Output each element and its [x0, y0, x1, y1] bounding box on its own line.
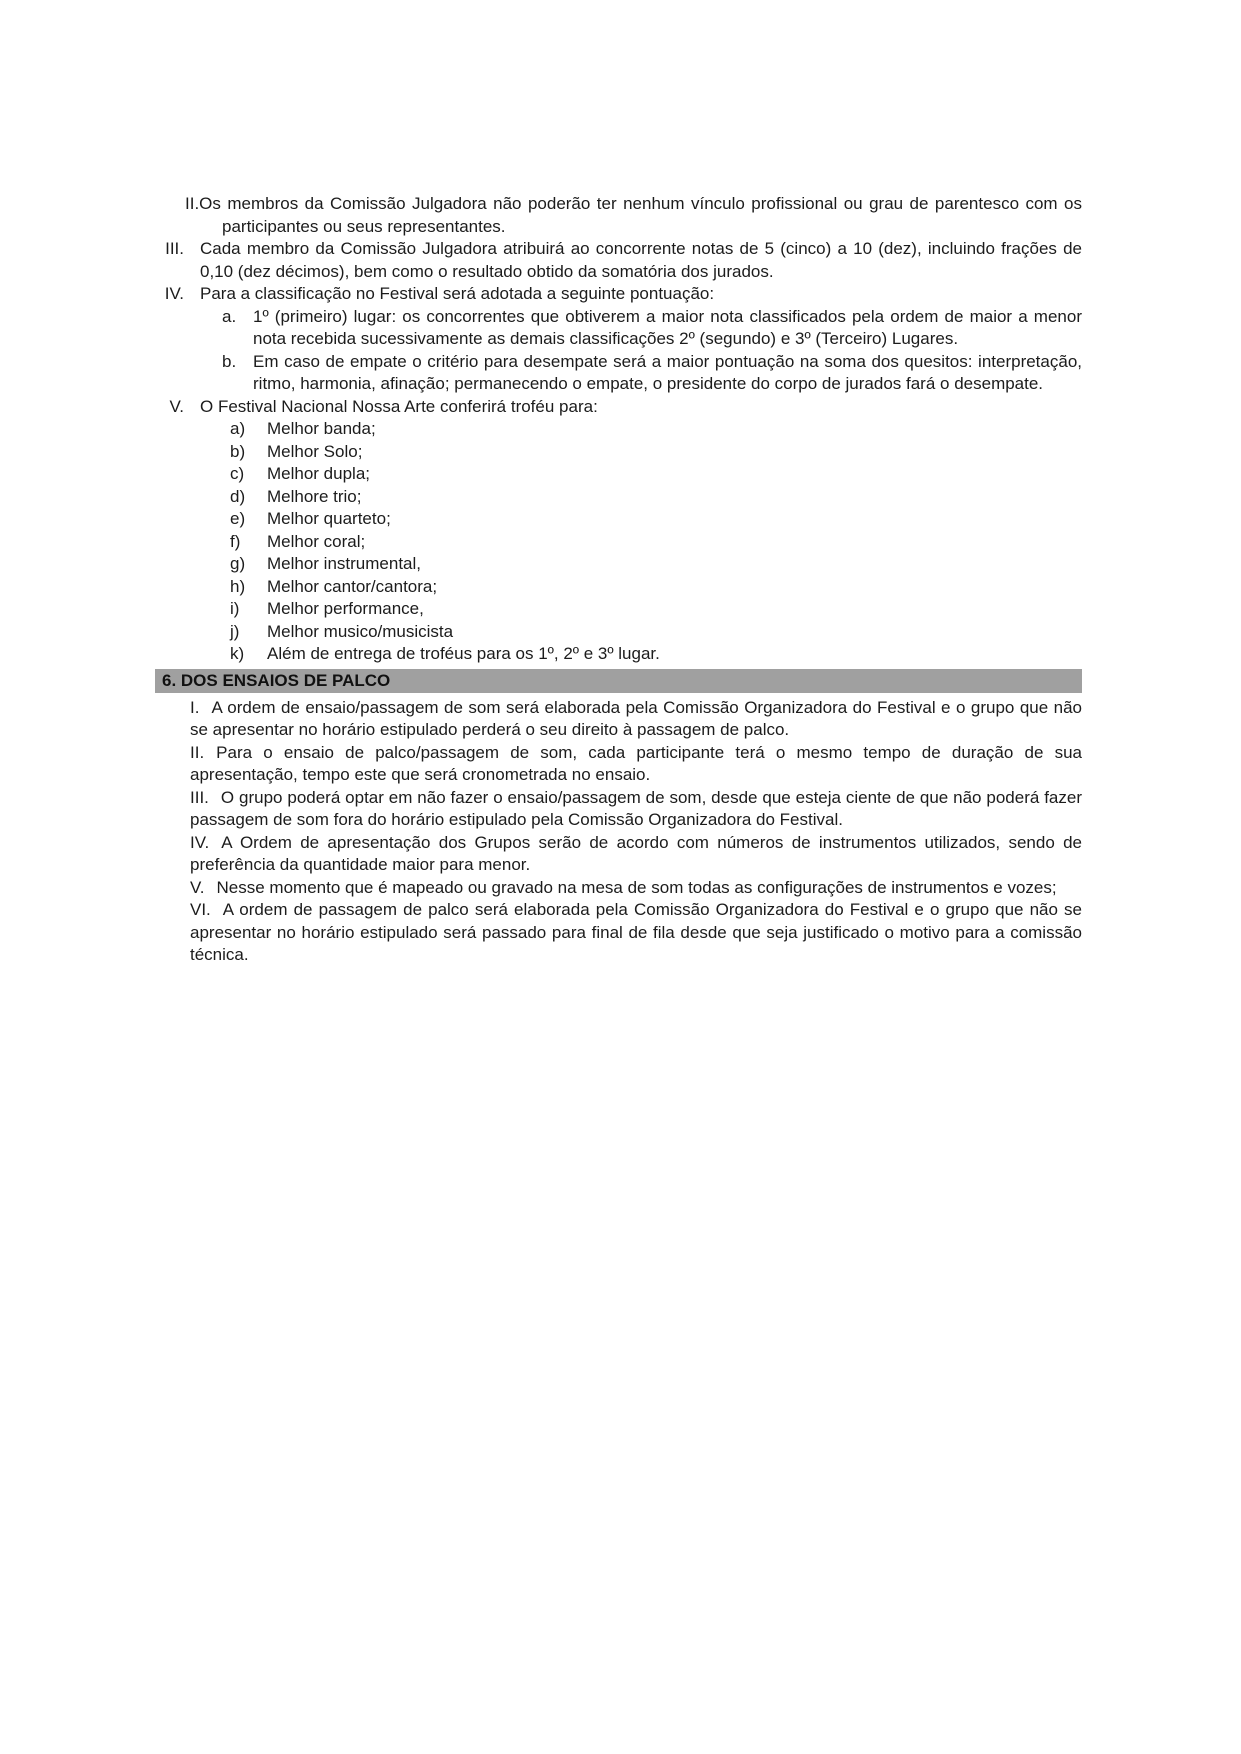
- list-number: d): [230, 486, 246, 506]
- list-item-text: Melhor banda;: [267, 419, 376, 438]
- list-item-roman-iv: [155, 283, 1082, 306]
- list-number: c): [230, 464, 245, 483]
- list-item-letter-h: [155, 576, 1082, 599]
- list-number: III.: [165, 239, 184, 258]
- list-item-letter-f: [155, 531, 1082, 554]
- list-item-text: Melhor dupla;: [267, 464, 371, 483]
- list-number: VI.: [190, 900, 211, 919]
- paragraph-roman-vi: [190, 899, 1082, 967]
- list-item-text: Melhor Solo;: [267, 441, 363, 461]
- list-number: I.: [190, 697, 200, 717]
- list-item-text: Melhor musico/musicista: [267, 621, 454, 641]
- paragraph-text: A Ordem de apresentação dos Grupos serão de acordo com números de instrumentos utilizados, sendo de preferência da quantidade maior para menor.: [190, 832, 1082, 874]
- list-item-letter-g: [155, 553, 1082, 576]
- list-number: j): [230, 621, 240, 641]
- list-item-text: 1º (primeiro) lugar: os concorrentes que obtiverem a maior nota classificados pela ordem de maior a menor nota recebida sucessivamente as demais classificações 2º (segundo) e 3º (Terceiro) Lugares.: [253, 306, 1082, 348]
- list-item-text: Além de entrega de troféus para os 1º, 2º e 3º lugar.: [267, 644, 660, 663]
- list-item-roman-v: [155, 396, 1082, 419]
- list-item-text: Melhor performance,: [267, 599, 424, 618]
- list-number: II.: [190, 742, 205, 762]
- list-item-letter-i: [155, 598, 1082, 621]
- list-item-text: Melhor instrumental,: [267, 554, 422, 573]
- list-item-roman-iii: [155, 238, 1082, 283]
- list-item-letter-j: [155, 621, 1082, 644]
- paragraph-text: Nesse momento que é mapeado ou gravado na mesa de som todas as configurações de instrumentos e vozes;: [216, 877, 1057, 897]
- list-item-text: Melhor coral;: [267, 531, 366, 551]
- paragraph-roman-iv: [190, 832, 1082, 877]
- list-item-text: Cada membro da Comissão Julgadora atribuirá ao concorrente notas de 5 (cinco) a 10 (dez), incluindo frações de 0,10 (dez décimos), bem como o resultado obtido da somatória dos jurados.: [200, 239, 1082, 281]
- list-item-text: Para a classificação no Festival será adotada a seguinte pontuação:: [200, 284, 715, 303]
- list-number: III.: [190, 787, 209, 807]
- list-item-letter-c: [155, 463, 1082, 486]
- list-item-text: Os membros da Comissão Julgadora não poderão ter nenhum vínculo profissional ou grau de parentesco com os participantes ou seus representantes.: [199, 194, 1082, 236]
- paragraph-text: Para o ensaio de palco/passagem de som, cada participante terá o mesmo tempo de duração de sua apresentação, tempo este que será cronometrada no ensaio.: [190, 742, 1082, 784]
- list-number: i): [230, 599, 240, 618]
- list-number: b): [230, 441, 246, 461]
- paragraph-roman-ii: [190, 742, 1082, 787]
- list-item-letter-b: [155, 441, 1082, 464]
- list-item-roman-ii: [185, 193, 1082, 238]
- list-item-letter-d: [155, 486, 1082, 509]
- list-item-text: Melhor quarteto;: [267, 509, 391, 528]
- list-item-text: Melhore trio;: [267, 486, 362, 506]
- list-number: V.: [169, 396, 184, 416]
- list-number: IV.: [164, 284, 184, 303]
- section-heading: 6. DOS ENSAIOS DE PALCO: [155, 669, 1082, 693]
- list-number: a): [230, 419, 246, 438]
- list-number: V.: [190, 877, 205, 897]
- list-item-letter-e: [155, 508, 1082, 531]
- list-number: II.: [185, 194, 200, 213]
- list-item-letter-k: [155, 643, 1082, 666]
- list-number: g): [230, 554, 246, 573]
- list-item-text: Em caso de empate o critério para desempate será a maior pontuação na soma dos quesitos: interpretação, ritmo, harmonia, afinação; permanecendo o empate, o presidente do corpo de jurados fará o desempate.: [253, 351, 1082, 393]
- paragraph-roman-iii: [190, 787, 1082, 832]
- paragraph-text: O grupo poderá optar em não fazer o ensaio/passagem de som, desde que esteja ciente de que não poderá fazer passagem de som fora do horário estipulado pela Comissão Organizadora do Festival.: [190, 787, 1082, 829]
- document-body: [155, 193, 1082, 967]
- list-number: k): [230, 644, 245, 663]
- list-number: h): [230, 576, 246, 596]
- list-number: IV.: [190, 832, 210, 852]
- list-item-text: O Festival Nacional Nossa Arte conferirá troféu para:: [200, 396, 598, 416]
- paragraph-roman-v: [190, 877, 1082, 900]
- list-item-sub-b: [155, 351, 1082, 396]
- paragraph-roman-i: [190, 697, 1082, 742]
- list-number: e): [230, 509, 246, 528]
- list-item-sub-a: [155, 306, 1082, 351]
- list-number: f): [230, 531, 241, 551]
- list-item-letter-a: [155, 418, 1082, 441]
- list-item-text: Melhor cantor/cantora;: [267, 576, 438, 596]
- paragraph-text: A ordem de passagem de palco será elaborada pela Comissão Organizadora do Festival e o grupo que não se apresentar no horário estipulado será passado para final de fila desde que seja justificado o motivo para a comissão técnica.: [190, 900, 1082, 964]
- paragraph-text: A ordem de ensaio/passagem de som será elaborada pela Comissão Organizadora do Festival e o grupo que não se apresentar no horário estipulado perderá o seu direito à passagem de palco.: [190, 697, 1082, 739]
- list-number: a.: [222, 306, 237, 326]
- list-number: b.: [222, 351, 237, 371]
